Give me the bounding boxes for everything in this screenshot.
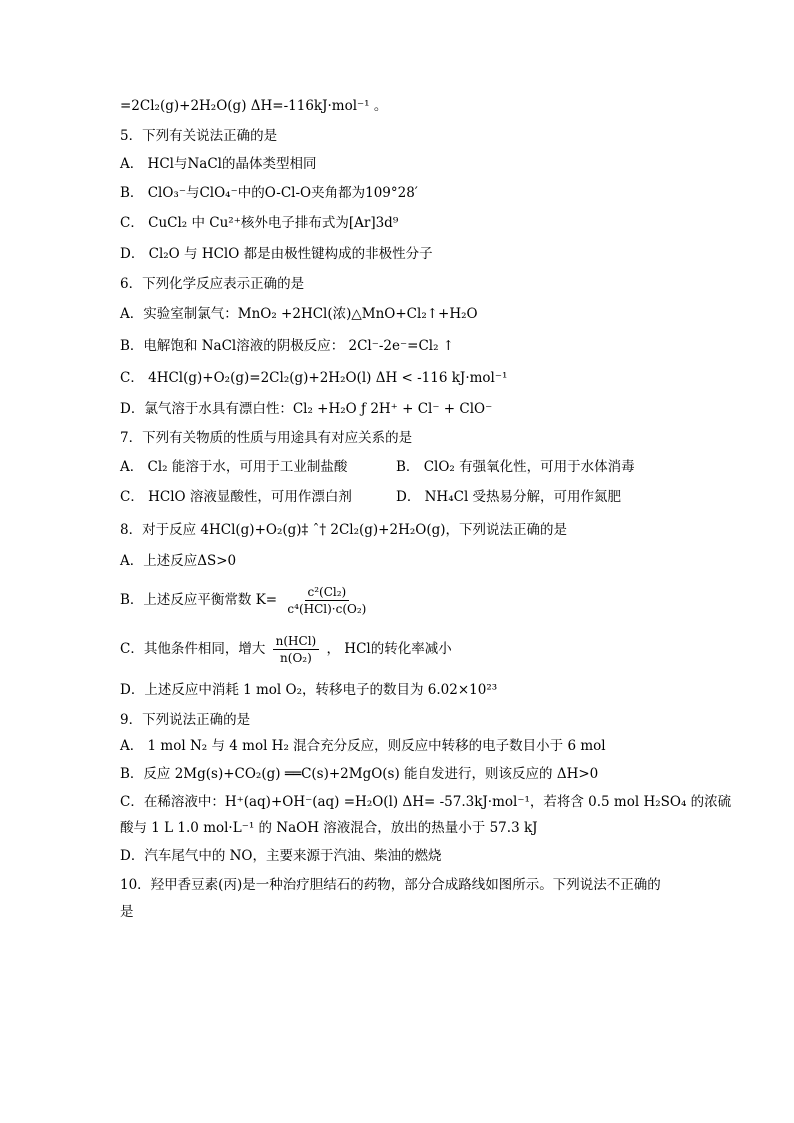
q7-option-a: A． Cl₂ 能溶于水，可用于工业制盐酸 (120, 459, 348, 475)
q8-option-b (120, 581, 372, 619)
question-6: 6．下列化学反应表示正确的是 (120, 276, 305, 292)
q8-option-c-suffix: ， HCl的转化率减小 (326, 641, 452, 657)
q8-option-d: D．上述反应中消耗 1 mol O₂，转移电子的数目为 6.02×10²³ (120, 682, 498, 698)
q5-option-a: A． HCl与NaCl的晶体类型相同 (120, 156, 317, 172)
q5-option-b: B． ClO₃⁻与ClO₄⁻中的O-Cl-O夹角都为109°28′ (120, 185, 418, 201)
q9-option-c-line1: C．在稀溶液中：H⁺(aq)+OH⁻(aq) =H₂O(l) ΔH= -57.3kJ·mol⁻¹，若将含 0.5 mol H₂SO₄ 的浓硫 (120, 794, 732, 810)
reaction-continuation: =2Cl₂(g)+2H₂O(g) ΔH=-116kJ·mol⁻¹ 。 (120, 98, 388, 114)
q5-option-c: C． CuCl₂ 中 Cu²⁺核外电子排布式为[Ar]3d⁹ (120, 215, 399, 231)
q8-option-c (120, 630, 452, 668)
question-7: 7．下列有关物质的性质与用途具有对应关系的是 (120, 430, 413, 446)
question-10-line2: 是 (120, 904, 134, 920)
question-10-line1: 10．羟甲香豆素(丙)是一种治疗胆结石的药物，部分合成路线如图所示。下列说法不正确的 (120, 877, 661, 893)
q8-option-a: A．上述反应ΔS>0 (120, 553, 237, 569)
q6-option-a: A．实验室制氯气：MnO₂ +2HCl(浓)△MnO+Cl₂↑+H₂O (120, 306, 478, 322)
q9-option-c-line2: 酸与 1 L 1.0 mol·L⁻¹ 的 NaOH 溶液混合，放出的热量小于 57.3 kJ (120, 820, 538, 836)
q6-option-c: C． 4HCl(g)+O₂(g)=2Cl₂(g)+2H₂O(l) ΔH < -116 kJ·mol⁻¹ (120, 370, 508, 386)
q7-row-1 (120, 457, 680, 477)
q7-row-2 (120, 487, 680, 507)
question-5: 5．下列有关说法正确的是 (120, 128, 278, 144)
q8-option-b-prefix: B．上述反应平衡常数 K= (120, 592, 278, 608)
equilibrium-constant-fraction (284, 584, 369, 617)
fraction-denominator: c⁴(HCl)·c(O₂) (287, 602, 367, 616)
q6-option-b: B．电解饱和 NaCl溶液的阴极反应： 2Cl⁻-2e⁻=Cl₂ ↑ (120, 338, 455, 354)
ratio-fraction (273, 633, 320, 666)
fraction-denominator: n(O₂) (280, 651, 312, 665)
q9-option-a: A． 1 mol N₂ 与 4 mol H₂ 混合充分反应，则反应中转移的电子数目小于 6 mol (120, 738, 606, 754)
q7-option-b: B． ClO₂ 有强氧化性，可用于水体消毒 (396, 459, 635, 475)
fraction-numerator: c²(Cl₂) (305, 584, 350, 601)
q9-option-d: D．汽车尾气中的 NO，主要来源于汽油、柴油的燃烧 (120, 848, 442, 864)
q8-option-c-prefix: C．其他条件相同，增大 (120, 641, 266, 657)
fraction-numerator: n(HCl) (273, 633, 320, 650)
q6-option-d: D．氯气溶于水具有漂白性：Cl₂ +H₂O ƒ 2H⁺ + Cl⁻ + ClO⁻ (120, 401, 493, 417)
q7-option-d: D． NH₄Cl 受热易分解，可用作氮肥 (396, 489, 622, 505)
question-9: 9．下列说法正确的是 (120, 712, 251, 728)
q7-option-c: C． HClO 溶液显酸性，可用作漂白剂 (120, 489, 352, 505)
q9-option-b: B．反应 2Mg(s)+CO₂(g) ══C(s)+2MgO(s) 能自发进行，则该反应的 ΔH>0 (120, 766, 599, 782)
question-8: 8．对于反应 4HCl(g)+O₂(g)‡ ˆ† 2Cl₂(g)+2H₂O(g)，下列说法正确的是 (120, 522, 568, 538)
q5-option-d: D． Cl₂O 与 HClO 都是由极性键构成的非极性分子 (120, 246, 433, 262)
